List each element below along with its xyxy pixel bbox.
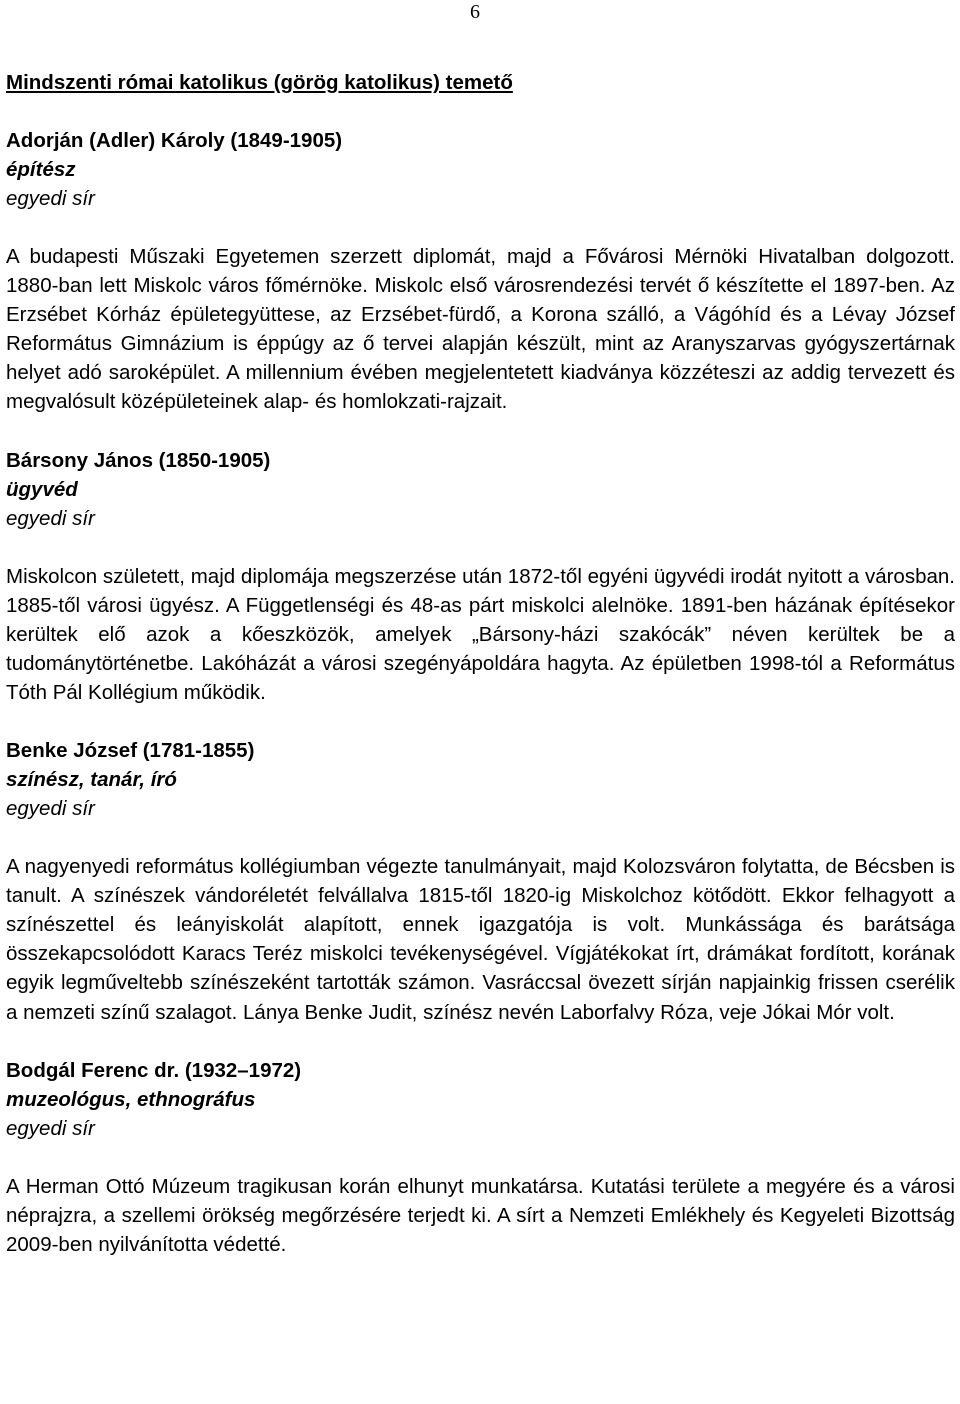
entry-profession: muzeológus, ethnográfus bbox=[6, 1087, 256, 1111]
entry-name: Bodgál Ferenc dr. (1932–1972) bbox=[6, 1058, 302, 1082]
entry-biography: A nagyenyedi református kollégiumban végezte tanulmányait, majd Kolozsváron folytatta, de Bécsben is tanult. A színészek vándoréletét felvállalva 1815-től 1820-ig Miskolchoz kötődött. Ekkor felhagyott a színészettel és leányiskolát alapított, ennek igazgatója is volt. Munkássága és barátsága összekapcsolódott Karacs Teréz miskolci tevékenységével. Vígjátékokat írt, drámákat fordított, korának egyik legműveltebb színészeként tartották számon. Vasráccsal övezett sírján napjainkig frissen cserélik a nemzeti színű szalagot. Lánya Benke Judit, színész nevén Laborfalvy Róza, veje Jókai Mór volt. bbox=[6, 855, 955, 1024]
entry-bodgal bbox=[6, 1056, 955, 1259]
entry-grave-type: egyedi sír bbox=[6, 1116, 95, 1140]
entry-name: Adorján (Adler) Károly (1849-1905) bbox=[6, 129, 343, 152]
entry-profession: építész bbox=[6, 158, 76, 181]
entry-grave-type: egyedi sír bbox=[6, 506, 95, 530]
entry-name: Benke József (1781-1855) bbox=[6, 739, 255, 763]
entry-adorjan bbox=[6, 126, 955, 417]
entry-grave-type: egyedi sír bbox=[6, 797, 95, 821]
entry-biography: A budapesti Műszaki Egyetemen szerzett diplomát, majd a Fővárosi Mérnöki Hivatalban dolgozott. 1880-ban lett Miskolc város főmérnöke. Miskolc első városrendezési tervét ő készítette el 1897-ben. Az Erzsébet Kórház épületegyüttese, az Erzsébet-fürdő, a Korona szálló, a Vágóhíd és a Lévay József Református Gimnázium is éppúgy az ő tervei alapján készült, mint az Aranyszarvas gyógyszertárnak helyet adó saroképület. A millennium évében megjelentetett kiadványa közzéteszi az addig tervezett és megvalósult középületeinek alap- és homlokzati-rajzait. bbox=[6, 245, 955, 414]
document-body bbox=[6, 68, 955, 1288]
section-title: Mindszenti római katolikus (görög katolikus) temető bbox=[6, 71, 513, 94]
entry-barsony bbox=[6, 446, 955, 707]
page-number: 6 bbox=[470, 1, 480, 23]
entry-benke bbox=[6, 736, 955, 1027]
entry-grave-type: egyedi sír bbox=[6, 187, 95, 210]
entry-profession: színész, tanár, író bbox=[6, 768, 177, 792]
entry-profession: ügyvéd bbox=[6, 477, 78, 501]
entry-name: Bársony János (1850-1905) bbox=[6, 448, 271, 472]
entry-biography: Miskolcon született, majd diplomája megszerzése után 1872-től egyéni ügyvédi irodát nyitott a városban. 1885-től városi ügyész. A Függetlenségi és 48-as párt miskolci alelnöke. 1891-ben házának építésekor kerültek elő azok a kőeszközök, amelyek „Bársony-házi szakócák” néven kerültek be a tudománytörténetbe. Lakóházát a városi szegényápoldára hagyta. Az épületben 1998-tól a Református Tóth Pál Kollégium működik. bbox=[6, 564, 955, 704]
entry-biography: A Herman Ottó Múzeum tragikusan korán elhunyt munkatársa. Kutatási területe a megyére és a városi néprajzra, a szellemi örökség megőrzésére terjedt ki. A sírt a Nemzeti Emlékhely és Kegyeleti Bizottság 2009-ben nyilvánította védetté. bbox=[6, 1174, 955, 1256]
